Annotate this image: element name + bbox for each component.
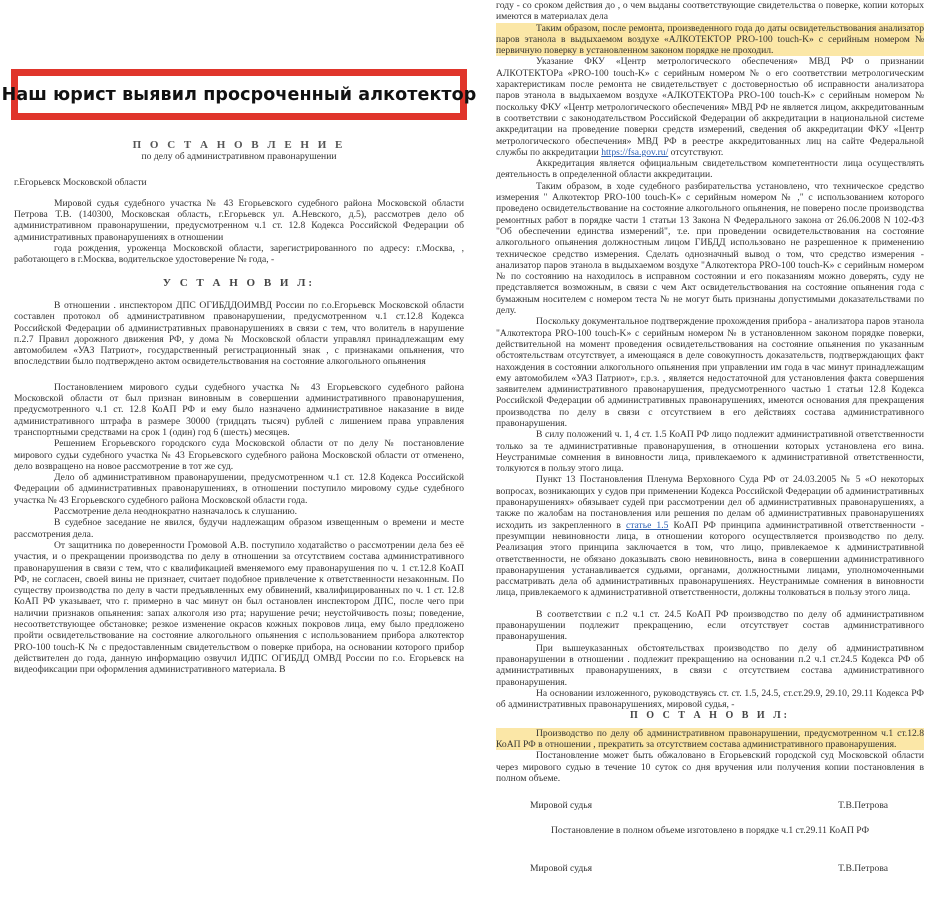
paragraph: В судебное заседание не явился, будучи надлежащим образом извещенным о времени и месте рассмотрения дела. — [14, 517, 464, 540]
signature-role: Мировой судья — [530, 800, 593, 812]
fsa-link[interactable]: https://fsa.gov.ru/ — [601, 146, 669, 158]
paragraph-text: КоАП РФ принципа административной ответственности - презумпции невиновности лица, в отношении которого осуществляется производство по делу. Реализация этого принципа заключается в том, что лицо, привлекаемое к административной ответственности, не обязано доказывать свою невиновность, вина в совершении административного правонарушения устанавливается судьями, органами, должностными лицами, уполномоченными рассматривать дела об административных правонарушениях. Неустранимые сомнения в виновности лица, привлекаемого к административной ответственности, должны толковаться в пользу этого лица. — [496, 519, 924, 599]
paragraph: Рассмотрение дела неоднократно назначалось к слушанию. — [54, 506, 298, 518]
signature-row — [496, 863, 924, 874]
highlighted-paragraph: Производство по делу об административном правонарушении, предусмотренном ч.1 ст.12.8 КоАП РФ в отношении , прекратить за отсутствием состава административного правонарушения. — [496, 727, 924, 750]
paragraph: Постановление может быть обжаловано в Егорьевский городской суд Московской области через мирового судью в течение 10 суток со дня вручения или получения копии постановления в полном объеме. — [496, 750, 924, 784]
paragraph: Решением Егорьевского городского суда Московской области от по делу № постановление мирового судьи судебного участка № 43 Егорьевского судебного района Московской области от отменено, дело возвращено на новое рассмотрение в тот же суд. — [14, 438, 464, 472]
paragraph: году - со сроком действия до , о чем выданы соответствующие свидетельства о поверке, копии которых имеются в материалах дела — [496, 0, 924, 23]
paragraph: Постановлением мирового судьи судебного участка № 43 Егорьевского судебного района Московской области от был признан виновным в совершении административного правонарушения, предусмотренного ч.1 ст. 12.8 КоАП РФ и ему было назначено административное наказание в виде административного штрафа в размере 30000 (тридцать тысяч) рублей с лишением права управления транспортными средствами на срок 1 (один) год 6 (шесть) месяцев. — [14, 381, 464, 438]
document-page-right — [496, 0, 924, 874]
document-page-left — [14, 138, 464, 675]
paragraph-text: отсутствуют. — [668, 146, 724, 158]
paragraph-text: Указание ФКУ «Центр метрологического обеспечения» МВД РФ о признании АЛКОТЕКТОРа «PRO-100 touch-K» с серийным номером № о его соответствии метрологическим характеристикам после ремонта не свидетельствует с достоверностью об исправности анализатора паров этанола в выдыхаемом воздухе «АЛКОТЕКТОРа PRO-100 touch-K» с серийным номером № поскольку ФКУ «Центр метрологического обеспечения» МВД РФ не является лицом, аккредитованным в соответствии с законодательством Российской Федерации об аккредитации в национальной системе аккредитации на проведение поверки средств измерений, сведения об аккредитации ФКУ «Центр метрологического обеспечения» МВД РФ в реестре аккредитованных лиц на сайте Федеральной службы по аккредитации — [496, 56, 924, 158]
paragraph-text: Пункт 13 Постановления Пленума Верховного Суда РФ от 24.03.2005 № 5 «О некоторых вопросах, возникающих у судов при применении Кодекса Российской Федерации об административных правонарушениях» обязывает судей при рассмотрении дел об административных правонарушениях, а также по жалобам на постановления или решения по делам об административных правонарушениях исходить из закрепленного в — [496, 474, 924, 531]
caption-text: Наш юрист выявил просроченный алкотектор — [1, 84, 477, 105]
paragraph — [496, 56, 924, 158]
paragraph: В соответствии с п.2 ч.1 ст. 24.5 КоАП РФ производство по делу об административном правонарушении подлежит прекращению, если отсутствует состав административного правонарушения. — [496, 608, 924, 643]
section-heading-ruled: П О С Т А Н О В И Л: — [630, 710, 790, 722]
document-subtitle: по делу об административном правонарушении — [141, 151, 337, 163]
signature-name: Т.В.Петрова — [838, 800, 888, 812]
article-link[interactable]: статье 1.5 — [625, 519, 669, 531]
signature-row — [496, 800, 924, 811]
signature-name: Т.В.Петрова — [838, 862, 888, 874]
paragraph: Мировой судья судебного участка № 43 Егорьевского судебного района Московской области Петрова Т.В. (140300, Московская область, г.Егорьевск ул. А.Невского, д.5), рассмотрев дело об административном правонарушении, предусмотренном ч.1 ст. 12.8 Кодекса Российской Федерации об административных правонарушениях в отношении — [14, 197, 464, 243]
paragraph: года рождения, уроженца Московской области, зарегистрированного по адресу: г.Москва, , работающего в г.Москва, водительское удостоверение № года, - — [14, 243, 464, 266]
paragraph: Аккредитация является официальным свидетельством компетентности лица осуществлять деятельность в определенной области аккредитации. — [496, 158, 924, 181]
paragraph: Поскольку документальное подтверждение прохождения прибора - анализатора паров этанола "Алкотектора PRO-100 touch-K» с серийным номером № в установленном законом порядке поверки, действительной на момент проведения освидетельствования на состояние опьянения по указанным обстоятельствам отсутствует, а имеющаяся в деле совокупность доказательств, подтверждающих факт нахождения в состоянии алкогольного опьянения при управлении им года в час минут принадлежащим ему автомобилем «УАЗ Патриот», г.р.з. , является недостаточной для установления факта совершения заявителем административного правонарушения, предусмотренного частью 1 статьи 12.8 Кодекса Российской Федерации об административных правонарушениях, имеются основания для прекращения производства по делу в связи с отсутствием в его действиях состава административного правонарушения. — [496, 316, 924, 429]
paragraph: В отношении . инспектором ДПС ОГИБДДОИМВД России по г.о.Егорьевск Московской области составлен протокол об административном правонарушении, предусмотренном ч.1 ст.12.8 Кодекса Российской Федерации об административных правонарушениях в связи с тем, что волитель в нарушение п.2.7 Правил дорожного движения РФ, у дома № Московской области управлял принадлежащим ему автомобилем «УАЗ Патриот», государственный регистрационный знак , с признаками опьянения, что впоследствии было подтверждено актом освидетельствования на состояние алкогольного опьянения — [14, 299, 464, 368]
highlighted-paragraph: Таким образом, после ремонта, произведенного года до даты освидетельствования анализатор паров этанола в выдыхаемом воздухе «АЛКОТЕКТОР PRO-100 touch-K» с серийным номером № первичную поверку в установленном законом порядке не проходил. — [496, 22, 924, 57]
signature-role: Мировой судья — [530, 862, 593, 874]
paragraph — [496, 474, 924, 598]
paragraph: Таким образом, в ходе судебного разбирательства установлено, что техническое средство измерения " Алкотектор PRO-100 touch-K» с серийным номером № ," с использованием которого проведено освидетельствование на состояние алкогольного опьянения, не поверено после производства ремонтных работ в порядке части 1 статьи 13 Закона N Федерального закона от 26.06.2008 N 102-ФЗ "Об обеспечении единства измерений", т.е. при проведении освидетельствования на состояние алкогольного опьянения должностным лицом ГИБДД использовано не разрешенное к применению техническое средство измерения. Сделать однозначный вывод о том, что средство измерения - анализатор паров этанола в выдыхаемом воздухе "Алкотектора PRO-100 touch-K» с серийным номером № по состоянию на находилось в исправном состоянии и его показаниям можно доверять, суду не представляется возможным, в связи с чем Акт освидетельствования на состояние опьянения года с бумажным носителем с номером теста № не могут быть признаны допустимыми доказательствами по делу. — [496, 180, 924, 317]
full-text-note: Постановление в полном объеме изготовлено в порядке ч.1 ст.29.11 КоАП РФ — [550, 825, 870, 837]
paragraph: Дело об административном правонарушении, предусмотренном ч.1 ст. 12.8 Кодекса Российской Федерации об административных правонарушениях, в отношении поступило мировому судье судебного участка № 43 Егорьевского судебного района Московской области года. — [14, 472, 464, 506]
paragraph: От защитника по доверенности Громовой А.В. поступило ходатайство о рассмотрении дела без её участия, и о прекращении производства по делу в отношении за отсутствием состава административного правонарушения в связи с тем, что с квалификацией вменяемого ему правонарушения по ч. 1 ст.12.8 КоАП РФ, не согласен, своей вины не признает, считает подобное привлечение к ответственности незаконным. По существу производства по делу в части предъявленных ему обвинений, квалифицированных по ч. 1 ст. 12.8 КоАП РФ указывает, что г. примерно в час минут он был остановлен инспектором ДПС, после чего при наличии признаков опьянения: запах алкоголя изо рта; нарушение речи; неустойчивость позы; поведение, несоответствующее обстановке; резкое изменение окрасов кожных покровов лица, ему было предложено пройти освидетельствование на состояние алкогольного опьянения с использованием прибора алкотектор PRO-100 touch-K № с предоставленным свидетельством о поверке прибора, на основании которого прибор действителен до года, данную информацию озвучил ИДПС ОГИБДД ОМВД России по г.о. Егорьевск на видеофиксации при оформления административного материала. В — [14, 539, 464, 676]
paragraph: На основании изложенного, руководствуясь ст. ст. 1.5, 24.5, ст.ст.29.9, 29.10, 29.11 Кодекса РФ об административных правонарушениях, мировой судья, - — [496, 687, 924, 711]
section-heading-established: У С Т А Н О В И Л: — [162, 276, 316, 289]
place-line: г.Егорьевск Московской области — [14, 176, 147, 188]
caption-banner — [1, 69, 477, 120]
paragraph: При вышеуказанных обстоятельствах производство по делу об административном правонарушении в отношении . подлежит прекращению на основании п.2 ч.1 ст.24.5 Кодекса РФ об административных правонарушениях, в связи с отсутствием состава административного правонарушения. — [496, 642, 924, 688]
document-title: П О С Т А Н О В Л Е Н И Е — [132, 139, 346, 151]
paragraph: В силу положений ч. 1, 4 ст. 1.5 КоАП РФ лицо подлежит административной ответственности только за те административные правонарушения, в отношении которых установлена его вина. Неустранимые сомнения в виновности лица, привлекаемого к административной ответственности, толкуются в пользу этого лица. — [496, 429, 924, 475]
